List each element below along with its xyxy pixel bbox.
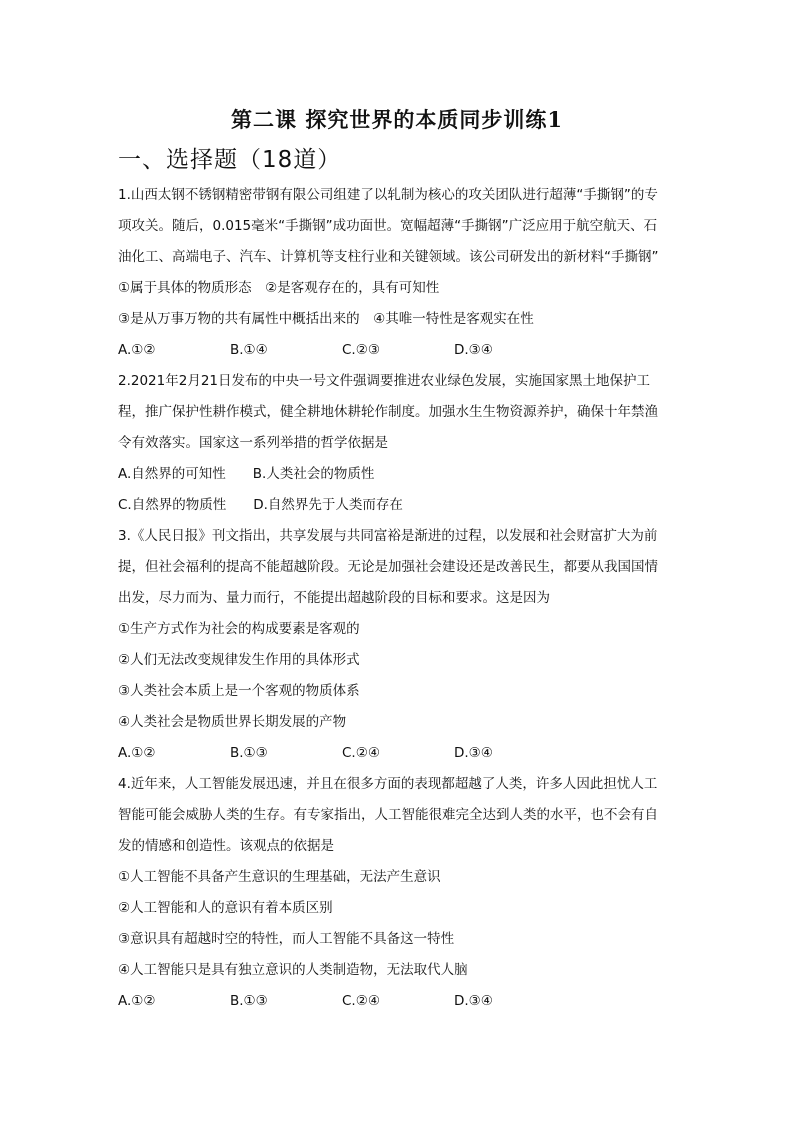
question-4 [118, 769, 684, 1017]
question-stem-line: 3.《人民日报》刊文指出，共享发展与共同富裕是渐进的过程，以发展和社会财富扩大为前 [118, 528, 658, 544]
question-stem-line: 发的情感和创造性。该观点的依据是 [118, 838, 334, 854]
question-item: C.自然界的物质性 D.自然界先于人类而存在 [118, 497, 403, 513]
option-b: B.①④ [230, 342, 268, 358]
option-b: B.①③ [230, 993, 268, 1009]
question-stem-line: 4.近年来，人工智能发展迅速，并且在很多方面的表现都超越了人类，许多人因此担忧人工 [118, 776, 658, 792]
question-item: ②人们无法改变规律发生作用的具体形式 [118, 652, 360, 668]
option-a: A.①② [118, 342, 156, 358]
question-item: ①生产方式作为社会的构成要素是客观的 [118, 621, 360, 637]
question-stem-line: 程，推广保护性耕作模式，健全耕地休耕轮作制度。加强水生生物资源养护，确保十年禁渔 [118, 404, 658, 420]
question-stem-line: 出发，尽力而为、量力而行，不能提出超越阶段的目标和要求。这是因为 [118, 590, 550, 606]
question-item: A.自然界的可知性 B.人类社会的物质性 [118, 466, 375, 482]
option-a: A.①② [118, 993, 156, 1009]
question-list [118, 180, 684, 1017]
question-item: ①人工智能不具备产生意识的生理基础，无法产生意识 [118, 869, 441, 885]
question-item: ③人类社会本质上是一个客观的物质体系 [118, 683, 360, 699]
question-stem-line: 2.2021年2月21日发布的中央一号文件强调要推进农业绿色发展，实施国家黑土地保护工 [118, 373, 651, 389]
question-2 [118, 366, 684, 521]
option-c: C.②③ [342, 342, 380, 358]
question-stem-line: 令有效落实。国家这一系列举措的哲学依据是 [118, 435, 388, 451]
question-stem-line: 提，但社会福利的提高不能超越阶段。无论是加强社会建设还是改善民生，都要从我国国情 [118, 559, 658, 575]
question-1 [118, 180, 684, 366]
option-a: A.①② [118, 745, 156, 761]
option-c: C.②④ [342, 993, 380, 1009]
question-item: ④人工智能只是具有独立意识的人类制造物，无法取代人脑 [118, 962, 468, 978]
section-heading: 一、选择题（18道） [118, 147, 342, 173]
question-item: ①属于具体的物质形态 ②是客观存在的，具有可知性 [118, 280, 440, 296]
question-stem-line: 1.山西太钢不锈钢精密带钢有限公司组建了以轧制为核心的攻关团队进行超薄“手撕钢”的专 [118, 187, 658, 203]
answer-options [118, 335, 684, 366]
question-stem-line: 项攻关。随后，0.015毫米“手撕钢”成功面世。宽幅超薄“手撕钢”广泛应用于航空航天、石 [118, 218, 658, 234]
option-c: C.②④ [342, 745, 380, 761]
question-item: ④人类社会是物质世界长期发展的产物 [118, 714, 347, 730]
question-item: ③是从万事万物的共有属性中概括出来的 ④其唯一特性是客观实在性 [118, 311, 534, 327]
question-3 [118, 521, 684, 769]
question-item: ②人工智能和人的意识有着本质区别 [118, 900, 333, 916]
question-item: ③意识具有超越时空的特性，而人工智能不具备这一特性 [118, 931, 455, 947]
option-d: D.③④ [454, 993, 493, 1009]
question-stem-line: 智能可能会威胁人类的生存。有专家指出，人工智能很难完全达到人类的水平，也不会有自 [118, 807, 658, 823]
option-d: D.③④ [454, 342, 493, 358]
option-d: D.③④ [454, 745, 493, 761]
question-stem-line: 油化工、高端电子、汽车、计算机等支柱行业和关键领域。该公司研发出的新材料“手撕钢” [118, 249, 659, 265]
page-title: 第二课 探究世界的本质同步训练1 [231, 107, 563, 132]
option-b: B.①③ [230, 745, 268, 761]
answer-options [118, 986, 684, 1017]
answer-options [118, 738, 684, 769]
